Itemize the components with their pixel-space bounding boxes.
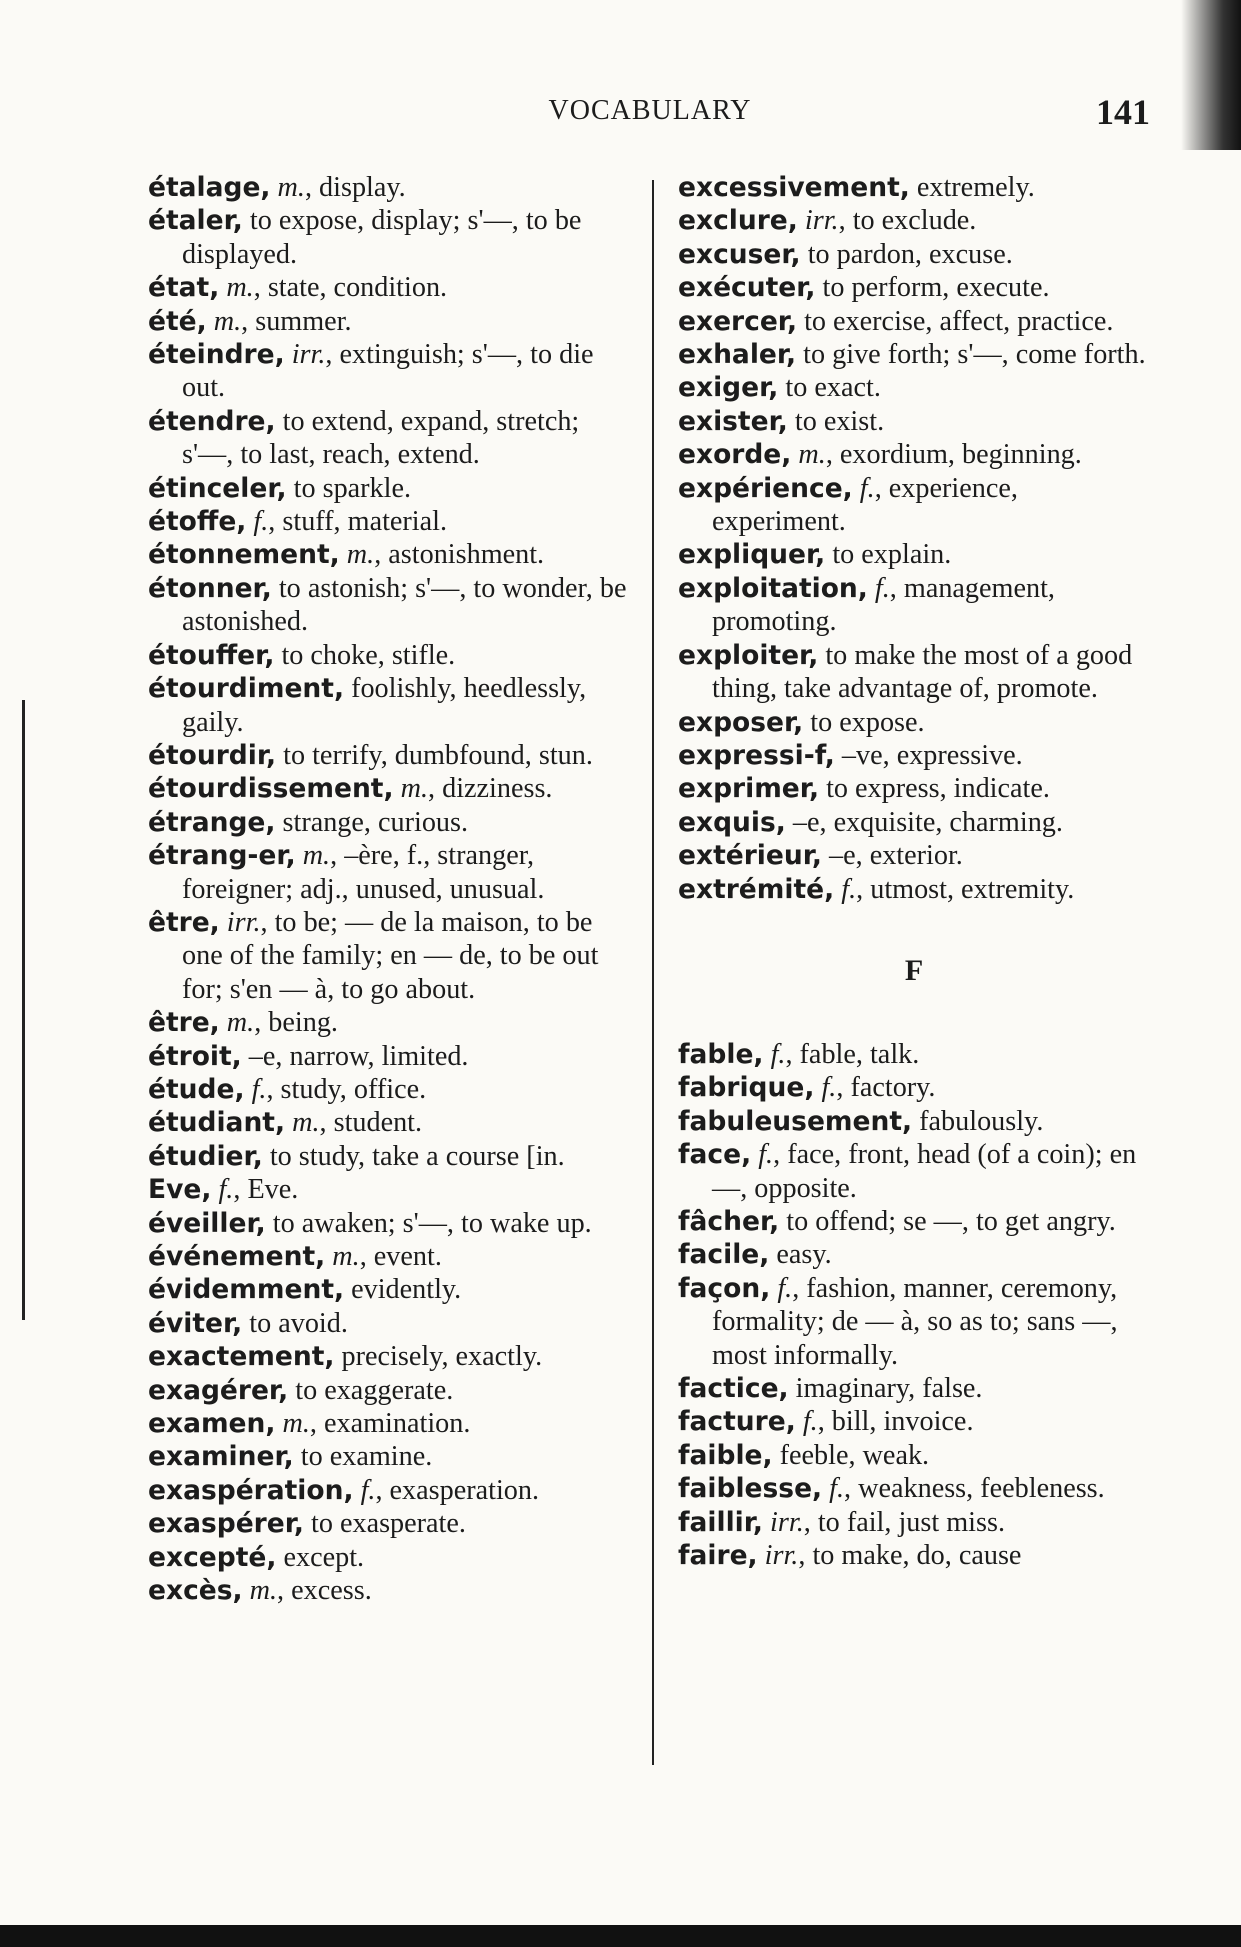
- vocabulary-entry: [678, 1038, 1150, 1071]
- headword: factice,: [678, 1373, 789, 1404]
- vocabulary-entry: [148, 1240, 628, 1273]
- definition: to choke, stifle.: [274, 639, 456, 671]
- headword: exorde,: [678, 439, 792, 471]
- headword: état,: [148, 272, 220, 304]
- definition: feeble, weak.: [772, 1439, 930, 1471]
- vocabulary-entry: [148, 204, 628, 271]
- headword: étonnement,: [148, 539, 340, 571]
- vocabulary-entry: [148, 1273, 628, 1306]
- definition: to avoid.: [242, 1307, 348, 1339]
- vocabulary-entry: [678, 1138, 1150, 1205]
- page-header: [150, 92, 1150, 135]
- vocabulary-entry: [678, 1372, 1150, 1405]
- definition: , event.: [359, 1241, 442, 1272]
- vocabulary-entry: [678, 1272, 1150, 1372]
- headword: étendre,: [148, 405, 276, 437]
- definition: , –ère, f., stranger, foreigner; adj., unused, unusual.: [182, 840, 545, 905]
- vocabulary-entry: [678, 1238, 1150, 1271]
- headword: excuser,: [678, 238, 801, 270]
- vocabulary-entry: [678, 1071, 1150, 1104]
- headword: Eve,: [148, 1174, 212, 1206]
- headword: exaspération,: [148, 1474, 354, 1506]
- vocabulary-entry: [148, 1507, 628, 1540]
- headword: étonner,: [148, 572, 272, 604]
- vocabulary-entry: [678, 405, 1150, 438]
- definition: except.: [276, 1541, 365, 1573]
- vocabulary-entry: [678, 806, 1150, 839]
- scan-bottom-edge: [0, 1925, 1241, 1947]
- definition: , Eve.: [233, 1174, 299, 1206]
- headword: exhaler,: [678, 339, 797, 371]
- definition: extremely.: [909, 172, 1035, 203]
- vocabulary-entry: [148, 1574, 628, 1607]
- headword: être,: [148, 1007, 220, 1039]
- grammar-label: f.: [251, 1073, 267, 1105]
- vocabulary-entry: [148, 538, 628, 571]
- definition: to astonish; s'—, to wonder, be astonished.: [182, 572, 627, 638]
- headword: exquis,: [678, 806, 786, 838]
- vocabulary-entry: [678, 1506, 1150, 1539]
- definition: , excess.: [277, 1575, 372, 1607]
- vocabulary-entry: [148, 472, 628, 505]
- right-column: [678, 171, 1150, 1572]
- vocabulary-entry: [678, 739, 1150, 772]
- headword: facture,: [678, 1406, 796, 1438]
- headword: étinceler,: [148, 472, 287, 504]
- vocabulary-entry: [148, 1541, 628, 1574]
- headword: étourdissement,: [148, 773, 394, 805]
- grammar-label: m.: [226, 272, 254, 304]
- definition: , stuff, material.: [268, 506, 448, 538]
- page-number: 141: [1096, 92, 1150, 132]
- grammar-label: f.: [802, 1406, 818, 1438]
- vocabulary-entry: [678, 1205, 1150, 1238]
- vocabulary-entry: [678, 1405, 1150, 1438]
- definition: to express, indicate.: [819, 773, 1050, 805]
- headword: étoffe,: [148, 506, 247, 538]
- vocabulary-entry: [148, 772, 628, 805]
- headword: faillir,: [678, 1506, 763, 1538]
- headword: expliquer,: [678, 539, 826, 571]
- headword: exagérer,: [148, 1374, 289, 1406]
- section-letter: F: [904, 953, 924, 987]
- definition: , being.: [254, 1007, 338, 1039]
- definition: , to be; — de la maison, to be one of the family; en — de, to be out for; s'en — à, to go about.: [182, 906, 599, 1005]
- vocabulary-entry: [148, 1073, 628, 1106]
- headword: excessivement,: [678, 172, 910, 203]
- headword: extérieur,: [678, 840, 822, 872]
- definition: to give forth; s'—, come forth.: [796, 339, 1146, 371]
- vocabulary-entry: [678, 305, 1150, 338]
- definition: to examine.: [293, 1441, 433, 1473]
- definition: to exact.: [778, 372, 881, 404]
- headword: événement,: [148, 1241, 326, 1272]
- definition: precisely, exactly.: [334, 1341, 543, 1373]
- grammar-label: m.: [226, 1007, 255, 1039]
- vocabulary-entry: [678, 1472, 1150, 1505]
- vocabulary-entry: [148, 338, 628, 405]
- vocabulary-entry: [148, 1340, 628, 1373]
- definition: , summer.: [241, 305, 352, 337]
- grammar-label: m.: [249, 1575, 278, 1607]
- headword: étude,: [148, 1073, 245, 1105]
- headword: excepté,: [148, 1541, 277, 1573]
- grammar-label: f.: [859, 472, 875, 504]
- definition: –e, exquisite, charming.: [785, 806, 1063, 838]
- headword: faible,: [678, 1439, 773, 1471]
- headword: étrange,: [148, 806, 276, 838]
- vocabulary-entry: [148, 171, 628, 204]
- grammar-label: f.: [841, 873, 857, 905]
- definition: , factory.: [836, 1072, 936, 1104]
- headword: fâcher,: [678, 1205, 780, 1237]
- headword: façon,: [678, 1272, 771, 1304]
- headword: étrang-er,: [148, 840, 296, 872]
- definition: , extinguish; s'—, to die out.: [182, 339, 594, 404]
- vocabulary-entry: [678, 204, 1150, 237]
- definition: foolishly, heedlessly, gaily.: [182, 673, 587, 738]
- vocabulary-entry: [148, 906, 628, 1006]
- definition: , exasperation.: [375, 1474, 540, 1506]
- headword: expérience,: [678, 472, 853, 504]
- grammar-label: m.: [798, 439, 826, 471]
- grammar-label: m.: [332, 1241, 360, 1272]
- headword: être,: [148, 906, 220, 938]
- headword: excès,: [148, 1575, 243, 1607]
- vocabulary-entry: [678, 171, 1150, 204]
- headword: exaspérer,: [148, 1508, 304, 1540]
- grammar-label: f.: [253, 506, 269, 538]
- headword: exiger,: [678, 372, 779, 404]
- definition: to make the most of a good thing, take advantage of, promote.: [712, 639, 1133, 705]
- vocabulary-entry: [148, 839, 628, 906]
- right-column-f-entries: [678, 1038, 1150, 1573]
- vocabulary-entry: [148, 806, 628, 839]
- headword: éviter,: [148, 1307, 243, 1339]
- vocabulary-entry: [678, 1105, 1150, 1138]
- grammar-label: f.: [758, 1139, 774, 1171]
- right-column-e-entries: [678, 171, 1150, 906]
- definition: to offend; se —, to get angry.: [779, 1205, 1116, 1237]
- definition: , dizziness.: [428, 773, 553, 805]
- headword: étouffer,: [148, 639, 275, 671]
- grammar-label: f.: [821, 1072, 837, 1104]
- headword: faire,: [678, 1540, 758, 1572]
- definition: , fashion, manner, ceremony, formality; de — à, so as to; sans —, most informally.: [712, 1272, 1118, 1371]
- definition: to terrify, dumbfound, stun.: [276, 739, 593, 771]
- definition: , display.: [304, 172, 406, 203]
- definition: , utmost, extremity.: [856, 873, 1075, 905]
- definition: to pardon, excuse.: [800, 238, 1013, 270]
- vocabulary-entry: [678, 238, 1150, 271]
- margin-mark: [22, 700, 25, 1320]
- left-column: [148, 171, 628, 1607]
- definition: –e, narrow, limited.: [241, 1040, 469, 1072]
- headword: exposer,: [678, 706, 804, 738]
- column-divider: [652, 180, 654, 1765]
- grammar-label: f.: [777, 1272, 793, 1304]
- grammar-label: m.: [277, 172, 305, 203]
- vocabulary-entry: [678, 572, 1150, 639]
- definition: , astonishment.: [374, 539, 545, 571]
- grammar-label: f.: [770, 1038, 786, 1070]
- grammar-label: irr.: [291, 339, 326, 371]
- vocabulary-entry: [148, 1440, 628, 1473]
- grammar-label: irr.: [804, 205, 839, 237]
- definition: easy.: [769, 1239, 832, 1271]
- grammar-label: f.: [218, 1174, 234, 1206]
- vocabulary-entry: [148, 1374, 628, 1407]
- definition: , to exclude.: [838, 205, 977, 237]
- headword: expressi-f,: [678, 739, 835, 771]
- vocabulary-entry: [678, 706, 1150, 739]
- vocabulary-entry: [678, 472, 1150, 539]
- definition: , management, promoting.: [712, 572, 1055, 638]
- headword: facile,: [678, 1239, 770, 1271]
- definition: , face, front, head (of a coin); en —, opposite.: [712, 1139, 1137, 1204]
- headword: exploiter,: [678, 639, 819, 671]
- definition: to exasperate.: [303, 1508, 466, 1540]
- vocabulary-entry: [148, 672, 628, 739]
- definition: to explain.: [825, 539, 952, 571]
- vocabulary-entry: [678, 1539, 1150, 1572]
- vocabulary-entry: [148, 1474, 628, 1507]
- vocabulary-entry: [148, 1140, 628, 1173]
- definition: to exist.: [787, 405, 885, 437]
- definition: evidently.: [344, 1274, 462, 1306]
- grammar-label: f.: [874, 572, 890, 604]
- headword: étourdiment,: [148, 673, 345, 705]
- definition: fabulously.: [912, 1105, 1044, 1137]
- definition: to expose, display; s'—, to be displayed.: [182, 205, 582, 270]
- vocabulary-entry: [148, 1106, 628, 1139]
- headword: face,: [678, 1139, 752, 1171]
- vocabulary-entry: [148, 1173, 628, 1206]
- grammar-label: irr.: [764, 1540, 799, 1572]
- vocabulary-entry: [148, 572, 628, 639]
- headword: exclure,: [678, 205, 798, 237]
- headword: étudier,: [148, 1140, 263, 1172]
- grammar-label: f.: [360, 1474, 376, 1506]
- vocabulary-entry: [678, 839, 1150, 872]
- definition: to exaggerate.: [288, 1374, 454, 1406]
- vocabulary-entry: [678, 873, 1150, 906]
- headword: extrémité,: [678, 873, 835, 905]
- headword: exercer,: [678, 305, 798, 337]
- vocabulary-entry: [678, 371, 1150, 404]
- definition: , bill, invoice.: [817, 1406, 974, 1438]
- headword: étudiant,: [148, 1107, 286, 1139]
- vocabulary-entry: [148, 505, 628, 538]
- definition: , experience, experiment.: [712, 472, 1018, 538]
- headword: étalage,: [148, 172, 271, 203]
- definition: , weakness, feebleness.: [844, 1473, 1105, 1505]
- grammar-label: f.: [829, 1473, 845, 1505]
- running-title: VOCABULARY: [548, 95, 752, 126]
- definition: to extend, expand, stretch; s'—, to last, reach, extend.: [182, 405, 580, 471]
- headword: exprimer,: [678, 773, 820, 805]
- vocabulary-entry: [148, 1040, 628, 1073]
- definition: strange, curious.: [275, 806, 469, 838]
- grammar-label: m.: [400, 773, 428, 805]
- headword: éveiller,: [148, 1207, 266, 1239]
- vocabulary-entry: [678, 338, 1150, 371]
- grammar-label: m.: [292, 1107, 320, 1139]
- vocabulary-entry: [148, 1407, 628, 1440]
- definition: to exercise, affect, practice.: [797, 305, 1114, 337]
- headword: exister,: [678, 405, 788, 437]
- definition: , fable, talk.: [785, 1038, 920, 1070]
- grammar-label: irr.: [770, 1506, 804, 1538]
- vocabulary-entry: [678, 772, 1150, 805]
- vocabulary-entry: [148, 405, 628, 472]
- definition: to perform, execute.: [815, 272, 1050, 304]
- headword: fable,: [678, 1038, 764, 1070]
- vocabulary-entry: [148, 271, 628, 304]
- vocabulary-entry: [678, 639, 1150, 706]
- definition: , examination.: [309, 1408, 471, 1440]
- vocabulary-entry: [148, 1207, 628, 1240]
- definition: , to fail, just miss.: [803, 1506, 1005, 1538]
- vocabulary-entry: [678, 538, 1150, 571]
- vocabulary-entry: [148, 305, 628, 338]
- definition: , to make, do, cause: [798, 1540, 1022, 1572]
- vocabulary-entry: [148, 1006, 628, 1039]
- headword: exploitation,: [678, 572, 868, 604]
- headword: évidemment,: [148, 1274, 345, 1306]
- grammar-label: m.: [282, 1408, 310, 1440]
- definition: to sparkle.: [286, 472, 412, 504]
- vocabulary-entry: [678, 1439, 1150, 1472]
- definition: –e, exterior.: [821, 840, 963, 872]
- vocabulary-entry: [148, 1307, 628, 1340]
- definition: –ve, expressive.: [834, 739, 1023, 771]
- vocabulary-entry: [678, 438, 1150, 471]
- headword: exactement,: [148, 1341, 335, 1373]
- grammar-label: m.: [346, 539, 375, 571]
- vocabulary-entry: [148, 639, 628, 672]
- grammar-label: m.: [302, 840, 331, 872]
- headword: éteindre,: [148, 339, 285, 371]
- vocabulary-entry: [678, 271, 1150, 304]
- headword: fabrique,: [678, 1072, 815, 1104]
- headword: étourdir,: [148, 739, 277, 771]
- definition: imaginary, false.: [788, 1373, 983, 1404]
- definition: , state, condition.: [253, 272, 448, 304]
- definition: to study, take a course [in.: [262, 1140, 565, 1172]
- definition: to awaken; s'—, to wake up.: [265, 1207, 592, 1239]
- headword: étaler,: [148, 205, 243, 237]
- headword: fabuleusement,: [678, 1105, 913, 1137]
- headword: examen,: [148, 1408, 276, 1440]
- definition: , student.: [319, 1107, 423, 1139]
- definition: , study, office.: [266, 1073, 427, 1105]
- page-corner-shadow: [1181, 0, 1241, 150]
- definition: to expose.: [803, 706, 925, 738]
- grammar-label: irr.: [226, 906, 261, 938]
- headword: examiner,: [148, 1441, 294, 1473]
- vocabulary-entry: [148, 739, 628, 772]
- grammar-label: m.: [213, 305, 242, 337]
- headword: été,: [148, 305, 207, 337]
- headword: étroit,: [148, 1040, 242, 1072]
- definition: , exordium, beginning.: [825, 439, 1082, 471]
- headword: exécuter,: [678, 272, 816, 304]
- headword: faiblesse,: [678, 1473, 823, 1505]
